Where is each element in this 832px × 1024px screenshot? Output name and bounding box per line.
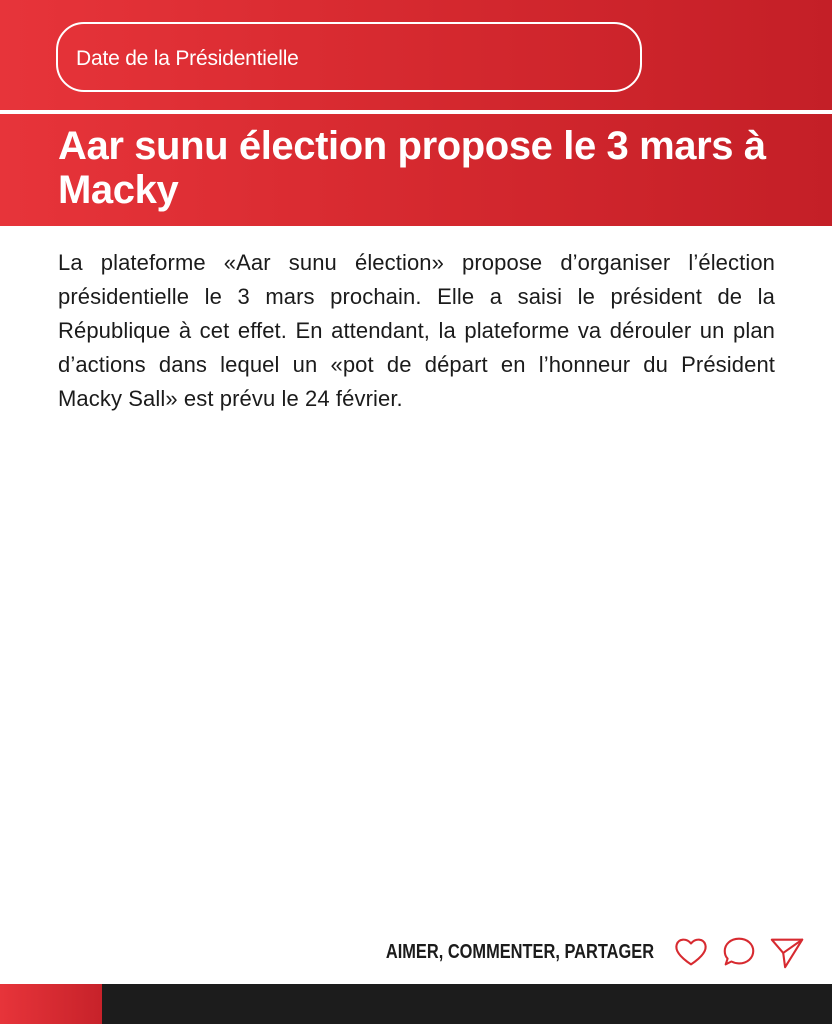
engagement-bar: [327, 932, 806, 972]
header-divider: [0, 110, 832, 114]
category-label: Date de la Présidentielle: [56, 22, 642, 92]
heart-icon[interactable]: [672, 933, 710, 971]
headline: Aar sunu élection propose le 3 mars à Macky: [58, 124, 766, 212]
header-band: [0, 0, 832, 226]
comment-icon[interactable]: [720, 933, 758, 971]
article-body: La plateforme «Aar sunu élection» propose d’organiser l’élection présidentielle le 3 mars prochain. Elle a saisi le président de la République à cet effet. En attendant, la plateforme va dérouler un plan d’actions dans lequel un «pot de départ en l’honneur du Président Macky Sall» est prévu le 24 février.: [58, 250, 775, 411]
engagement-cta-text: AIMER, COMMENTER, PARTAGER: [385, 940, 654, 963]
footer-accent: [0, 984, 102, 1024]
footer-bar: [0, 984, 832, 1024]
share-icon[interactable]: [768, 933, 806, 971]
